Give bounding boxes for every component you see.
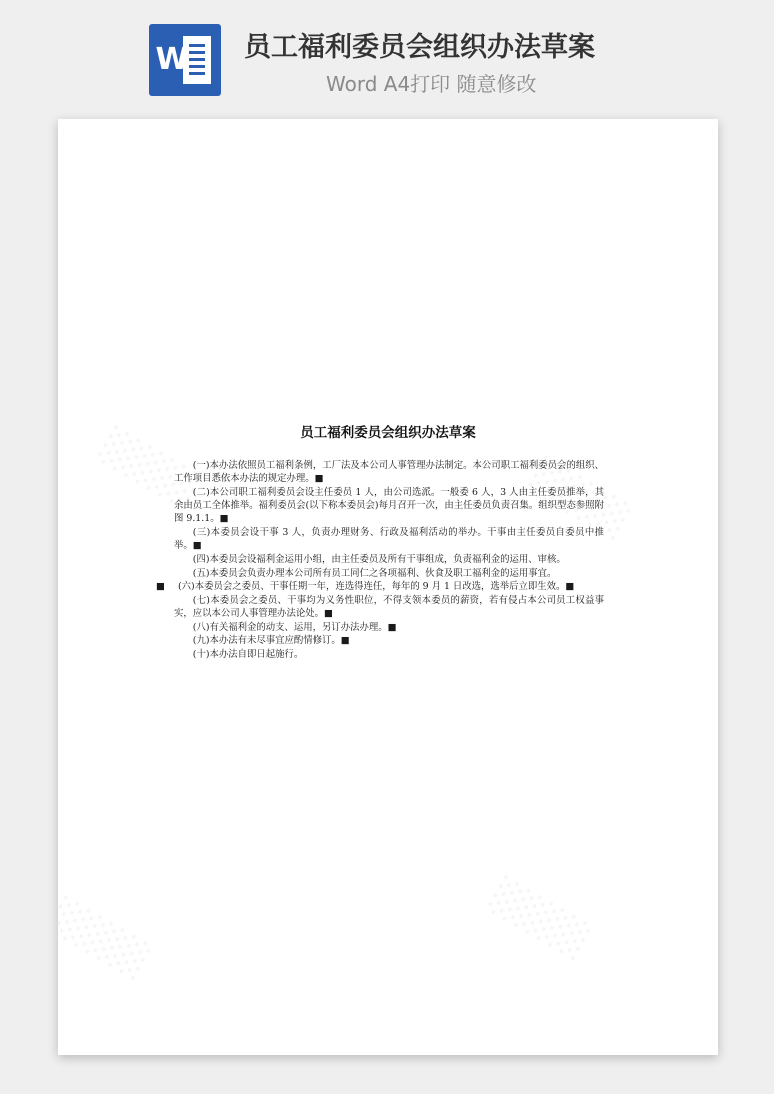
paragraph: (四)本委员会设福利金运用小组，由主任委员及所有干事组成，负责福利金的运用、审核。 — [192, 553, 566, 565]
word-icon — [149, 24, 221, 96]
paragraph-marked — [156, 580, 604, 593]
document-body — [156, 459, 604, 661]
paragraph: (八)有关福利金的动支、运用，另订办法办理。■ — [192, 621, 397, 633]
paragraph-text: (六)本委员会之委员、干事任期一年，连选得连任，每年的 9 月 1 日改选，选举后立即生效。■ — [178, 581, 575, 593]
paragraph-lead-mark: ■ — [156, 581, 165, 593]
document-title: 员工福利委员会组织办法草案 — [300, 425, 476, 441]
word-icon-letter: W — [155, 42, 189, 77]
document-page — [58, 119, 718, 1055]
watermark-decoration — [58, 896, 156, 983]
watermark-decoration — [485, 876, 596, 963]
paragraph: (五)本委员会负责办理本公司所有员工同仁之各项福利、伙食及职工福利金的运用事宜。 — [192, 567, 557, 579]
page-subtitle: Word A4打印 随意修改 — [326, 72, 537, 96]
paragraph: (十)本办法自即日起施行。 — [192, 648, 304, 660]
paragraph: (一)本办法依照员工福利条例，工厂法及本公司人事管理办法制定。本公司职工福利委员会的组织、工作项目悉依本办法的规定办理。■ — [174, 460, 604, 485]
paragraph: (七)本委员会之委员、干事均为义务性职位，不得支领本委员的薪资，若有侵占本公司员工权益事实，应以本公司人事管理办法论处。■ — [174, 594, 604, 620]
header-banner — [0, 0, 774, 118]
paragraph: (三)本委员会设干事 3 人，负责办理财务、行政及福利活动的举办。干事由主任委员自委员中推举。■ — [174, 527, 604, 552]
paragraph: (二)本公司职工福利委员会设主任委员 1 人，由公司选派。一般委 6 人，3 人由主任委员推举，其余由员工全体推举。福利委员会(以下称本委员会)每月召开一次，由主任委员负责召集。组织型态参照附图 9.1.1。■ — [174, 486, 604, 525]
page-title: 员工福利委员会组织办法草案 — [244, 32, 595, 63]
paragraph: (九)本办法有未尽事宜应酌情修订。■ — [192, 635, 350, 647]
